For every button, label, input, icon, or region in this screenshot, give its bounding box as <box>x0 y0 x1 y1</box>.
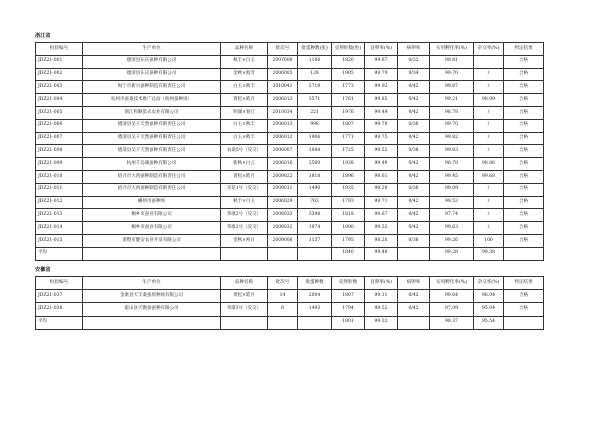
table-cell: 合格 <box>504 94 544 107</box>
table-cell: 98.78 <box>430 158 474 171</box>
table-cell: 3398 <box>298 209 332 222</box>
table-cell: 2010041 <box>268 81 298 94</box>
table-cell: 99.49 <box>365 158 398 171</box>
table-cell: 1840 <box>332 247 365 260</box>
table-cell: JDZ21-010 <box>36 170 83 183</box>
table-cell: 杭州市蚕桑技术推广总站（杭州蚕种场） <box>83 94 221 107</box>
table-cell: 99.78 <box>365 119 398 132</box>
table-cell: / <box>474 81 504 94</box>
table-cell: 德清县吴干天然蚕种有限责任公司 <box>83 145 221 158</box>
table-cell: 2004 <box>298 290 332 303</box>
table-cell: 1818 <box>298 170 332 183</box>
column-header: 病卵率 <box>398 43 430 56</box>
table-row <box>36 222 544 235</box>
column-header: 判定结果 <box>504 277 544 290</box>
table-cell: 菁松×皓月 <box>221 94 268 107</box>
column-header: 品种名称 <box>221 277 268 290</box>
table-cell: 99.92 <box>365 81 398 94</box>
table-cell: 德清县东庆蚕种有限公司 <box>83 68 221 81</box>
table-cell: 763 <box>298 196 332 209</box>
table-cell: 99.26 <box>430 234 474 247</box>
table-cell: 128 <box>298 68 332 81</box>
table-cell <box>298 316 332 329</box>
table-cell: 1794 <box>332 303 365 316</box>
table-cell: JDZ21-013 <box>36 209 83 222</box>
column-header: 克卵粒数(粒) <box>332 43 365 56</box>
table-cell: 合格 <box>504 209 544 222</box>
table-cell: 华康2号（反交） <box>221 209 268 222</box>
column-header: 实用孵化率(%) <box>430 277 474 290</box>
table-cell: 白玉×秋丰 <box>221 132 268 145</box>
table-row <box>36 290 544 303</box>
table-cell: 2008033 <box>268 209 298 222</box>
table-cell: 合格 <box>504 119 544 132</box>
table-cell: / <box>474 222 504 235</box>
table-cell <box>83 316 221 329</box>
column-header: 杂交率(%) <box>474 277 504 290</box>
column-header: 实用孵化率(%) <box>430 43 474 56</box>
table-cell: 99.61 <box>365 170 398 183</box>
table-cell: / <box>474 106 504 119</box>
anhui-inspection-table <box>35 276 544 330</box>
table-cell <box>221 247 268 260</box>
table-cell: 金秋×初日 <box>221 234 268 247</box>
table-cell: 0/36 <box>398 183 430 196</box>
table-cell: 德清县东庆蚕种有限公司 <box>83 55 221 68</box>
table-cell: 99.09 <box>430 183 474 196</box>
table-cell: 99.81 <box>430 55 474 68</box>
table-cell: / <box>474 196 504 209</box>
table-cell: 1795 <box>332 234 365 247</box>
table-row <box>36 234 544 247</box>
header-row <box>36 277 544 290</box>
table-cell: 99.28 <box>365 183 398 196</box>
table-cell: 1166 <box>298 55 332 68</box>
table-cell <box>398 247 430 260</box>
column-header: 批蛋种数(张) <box>298 43 332 56</box>
table-cell: 99.68 <box>474 170 504 183</box>
table-cell: 99.70 <box>430 119 474 132</box>
table-row <box>36 94 544 107</box>
table-cell: 合格 <box>504 303 544 316</box>
table-cell: / <box>474 119 504 132</box>
table-cell: 2009006 <box>268 234 298 247</box>
table-cell: 绍兴市大禹蚕种制造有限责任公司 <box>83 183 221 196</box>
table-cell: 99.70 <box>430 68 474 81</box>
table-cell: 2006005 <box>268 68 298 81</box>
table-cell <box>268 316 298 329</box>
table-cell: 德清县吴干天然蚕种有限责任公司 <box>83 119 221 132</box>
table-cell: 99.52 <box>365 145 398 158</box>
table-cell <box>474 55 504 68</box>
table-cell: 金秋×航芳 <box>221 68 268 81</box>
table-cell: 农桑5号（反交） <box>221 145 268 158</box>
table-cell: 合格 <box>504 68 544 81</box>
table-cell: 1818 <box>332 209 365 222</box>
table-cell: 99.64 <box>430 290 474 303</box>
table-cell: 0/42 <box>398 106 430 119</box>
table-cell: 1820 <box>332 55 365 68</box>
table-row <box>36 183 544 196</box>
table-cell: 白玉×秋丰 <box>221 81 268 94</box>
table-cell: 1771 <box>332 132 365 145</box>
table-cell: 合格 <box>504 81 544 94</box>
table-cell: 秋丰×白玉 <box>221 196 268 209</box>
table-cell: 杭州千岛湖蚕种有限公司 <box>83 158 221 171</box>
section-title-zhejiang: 浙江省 <box>35 33 51 39</box>
table-cell <box>298 247 332 260</box>
table-cell: 2006007 <box>268 145 298 158</box>
table-cell: 1938 <box>332 158 365 171</box>
table-cell: 99.21 <box>430 94 474 107</box>
table-cell: 1490 <box>298 183 332 196</box>
zhejiang-inspection-table <box>35 42 544 261</box>
table-row <box>36 68 544 81</box>
table-cell: JDZ21-005 <box>36 106 83 119</box>
table-cell: 合格 <box>504 290 544 303</box>
table-cell: JDZ21-037 <box>36 290 83 303</box>
column-header: 检验编号 <box>36 43 83 56</box>
average-row <box>36 247 544 260</box>
table-row <box>36 55 544 68</box>
table-cell: 0/36 <box>398 119 430 132</box>
table-cell: 99.53 <box>430 196 474 209</box>
table-cell: 霍山县天衡蚕蚕种有限公司 <box>83 303 221 316</box>
table-cell: 98.99 <box>474 94 504 107</box>
table-cell: 0/42 <box>398 158 430 171</box>
table-cell: 0/42 <box>398 290 430 303</box>
table-cell: 1761 <box>332 94 365 107</box>
table-cell: 1793 <box>332 196 365 209</box>
table-cell: / <box>474 68 504 81</box>
table-cell: 99.32 <box>365 316 398 329</box>
table-cell: 3571 <box>298 94 332 107</box>
table-row <box>36 119 544 132</box>
table-cell: 99.87 <box>365 55 398 68</box>
column-header: 克卵粒数 <box>332 277 365 290</box>
table-cell <box>268 247 298 260</box>
table-cell: 2006016 <box>268 158 298 171</box>
table-cell: 99.28 <box>430 247 474 260</box>
table-cell: 99.75 <box>365 132 398 145</box>
table-cell: 1974 <box>298 222 332 235</box>
header-row <box>36 43 544 56</box>
table-cell: 1935 <box>332 183 365 196</box>
table-cell: 98.37 <box>430 316 474 329</box>
table-row <box>36 106 544 119</box>
table-cell: 99.63 <box>430 222 474 235</box>
table-cell: 0/42 <box>398 81 430 94</box>
table-row <box>36 158 544 171</box>
table-cell: 0/42 <box>398 170 430 183</box>
table-cell: 98.86 <box>474 158 504 171</box>
table-cell: 诸暨市健安农业开发有限公司 <box>83 234 221 247</box>
table-cell: 平均 <box>36 316 83 329</box>
table-cell: 14 <box>268 290 298 303</box>
table-cell: 1807 <box>332 290 365 303</box>
table-cell: / <box>474 209 504 222</box>
table-cell: 0/42 <box>398 132 430 145</box>
table-cell: 白玉×秋丰 <box>221 119 268 132</box>
table-cell <box>504 316 544 329</box>
table-cell: 2009011 <box>268 183 298 196</box>
table-cell: JDZ21-003 <box>36 81 83 94</box>
table-cell: 秋丰×白玉 <box>221 55 268 68</box>
table-cell: 2009022 <box>268 170 298 183</box>
table-cell: JDZ21-014 <box>36 222 83 235</box>
table-cell: 0/42 <box>398 196 430 209</box>
table-cell: JDZ21-011 <box>36 183 83 196</box>
table-cell: 嵊州市蚕种场 <box>83 196 221 209</box>
table-cell: JDZ21-012 <box>36 196 83 209</box>
section-title-anhui: 安徽省 <box>35 267 51 273</box>
table-cell: 合格 <box>504 234 544 247</box>
table-cell: 合格 <box>504 106 544 119</box>
table-cell: 海宁市新兴蚕种制造有限责任公司 <box>83 81 221 94</box>
table-cell: / <box>474 145 504 158</box>
average-row <box>36 316 544 329</box>
table-cell: JDZ21-038 <box>36 303 83 316</box>
table-cell: 0/42 <box>398 303 430 316</box>
column-header: 批蛋种数 <box>298 277 332 290</box>
table-cell: 平均 <box>36 247 83 260</box>
table-cell: 新秋×白云 <box>221 158 268 171</box>
column-header: 病卵率 <box>398 277 430 290</box>
table-cell: 华康3号（反交） <box>221 303 268 316</box>
table-cell: 华康2号（反交） <box>221 222 268 235</box>
table-cell: 1905 <box>332 68 365 81</box>
table-row <box>36 303 544 316</box>
table-cell: 99.83 <box>430 145 474 158</box>
table-cell: 0/38 <box>398 145 430 158</box>
column-header: 判定结果 <box>504 43 544 56</box>
table-cell <box>221 316 268 329</box>
table-cell: 1773 <box>332 81 365 94</box>
table-cell: 1906 <box>298 132 332 145</box>
table-cell: 合格 <box>504 196 544 209</box>
table-cell: 1976 <box>332 106 365 119</box>
table-cell: 1493 <box>298 303 332 316</box>
table-row <box>36 145 544 158</box>
table-row <box>36 132 544 145</box>
table-cell: 99.85 <box>365 94 398 107</box>
table-cell: 97.74 <box>430 209 474 222</box>
column-header: 生产单位 <box>83 43 221 56</box>
table-cell: 2500 <box>298 158 332 171</box>
table-cell: 99.11 <box>365 290 398 303</box>
table-cell: 1807 <box>332 119 365 132</box>
table-cell: 2010034 <box>268 106 298 119</box>
table-cell: 0/38 <box>398 234 430 247</box>
column-header: 批次号 <box>268 277 298 290</box>
table-cell: 100 <box>474 234 504 247</box>
table-cell: 0/42 <box>398 94 430 107</box>
table-cell: 金寨县天丰桑蚕原种场有限公司 <box>83 290 221 303</box>
table-cell: JDZ21-015 <box>36 234 83 247</box>
table-cell: JDZ21-007 <box>36 132 83 145</box>
table-cell: 98.78 <box>430 106 474 119</box>
table-cell: 96.04 <box>474 290 504 303</box>
table-cell: 99.49 <box>365 106 398 119</box>
table-cell <box>398 316 430 329</box>
column-header: 生产单位 <box>83 277 221 290</box>
table-cell: 99.82 <box>430 132 474 145</box>
table-cell: 1084 <box>298 145 332 158</box>
table-cell: 合格 <box>504 55 544 68</box>
table-cell: 合格 <box>504 132 544 145</box>
table-cell: 99.45 <box>430 170 474 183</box>
table-cell: 明湖×春江 <box>221 106 268 119</box>
table-cell: 95.04 <box>474 303 504 316</box>
table-cell: 2006013 <box>268 119 298 132</box>
table-cell: 99.38 <box>474 247 504 260</box>
table-cell: 99.87 <box>430 81 474 94</box>
table-cell: 禾花1号（反交） <box>221 183 268 196</box>
table-cell: 合格 <box>504 183 544 196</box>
table-cell: 2006012 <box>268 94 298 107</box>
column-header: 批次号 <box>268 43 298 56</box>
table-cell: 99.71 <box>365 196 398 209</box>
table-cell: 2719 <box>298 81 332 94</box>
table-cell: 合格 <box>504 170 544 183</box>
table-cell: 合格 <box>504 145 544 158</box>
table-cell: JDZ21-004 <box>36 94 83 107</box>
table-cell: 1801 <box>332 316 365 329</box>
column-header: 良卵率(%) <box>365 277 398 290</box>
table-row <box>36 81 544 94</box>
table-cell: 菁松×皓月 <box>221 290 268 303</box>
table-row <box>36 209 544 222</box>
table-cell: 95.54 <box>474 316 504 329</box>
table-cell: 1896 <box>332 170 365 183</box>
table-cell: 合格 <box>504 222 544 235</box>
table-cell: 浙江和顺茧式农业有限公司 <box>83 106 221 119</box>
column-header: 品种名称 <box>221 43 268 56</box>
column-header: 杂交率(%) <box>474 43 504 56</box>
table-cell: 2007008 <box>268 55 298 68</box>
table-cell: 0/34 <box>398 68 430 81</box>
table-cell: 99.52 <box>365 222 398 235</box>
table-cell: 合格 <box>504 158 544 171</box>
table-row <box>36 170 544 183</box>
table-cell: 1157 <box>298 234 332 247</box>
table-cell: JDZ21-006 <box>36 119 83 132</box>
table-cell: 98.20 <box>365 234 398 247</box>
table-cell: JDZ21-002 <box>36 68 83 81</box>
table-cell: 0/42 <box>398 222 430 235</box>
table-cell <box>504 247 544 260</box>
column-header: 检验编号 <box>36 277 83 290</box>
table-cell: 0/42 <box>398 209 430 222</box>
table-cell: 2006029 <box>268 196 298 209</box>
table-cell: 99.67 <box>365 209 398 222</box>
table-cell: 99.52 <box>365 303 398 316</box>
table-cell: 99.79 <box>365 68 398 81</box>
table-cell: 德清县吴干天然蚕种有限责任公司 <box>83 132 221 145</box>
table-cell: JDZ21-009 <box>36 158 83 171</box>
table-cell: / <box>474 132 504 145</box>
table-cell: / <box>474 183 504 196</box>
table-cell: 2006012 <box>268 132 298 145</box>
table-cell: 菁松×皓月 <box>221 170 268 183</box>
table-cell: JDZ21-008 <box>36 145 83 158</box>
table-cell: 99.48 <box>365 247 398 260</box>
table-cell: JDZ21-001 <box>36 55 83 68</box>
table-cell: 998 <box>298 119 332 132</box>
table-cell: 桐乡市蚕业有限公司 <box>83 209 221 222</box>
table-cell: 1725 <box>332 145 365 158</box>
table-cell: 2008032 <box>268 222 298 235</box>
table-cell: 1890 <box>332 222 365 235</box>
table-cell <box>83 247 221 260</box>
table-cell: 6 <box>268 303 298 316</box>
table-cell: 0/32 <box>398 55 430 68</box>
table-cell: 97.09 <box>430 303 474 316</box>
table-cell: 绍兴市大禹蚕种制造有限责任公司 <box>83 170 221 183</box>
column-header: 良卵率(%) <box>365 43 398 56</box>
table-row <box>36 196 544 209</box>
table-cell: 221 <box>298 106 332 119</box>
table-cell: 桐乡市蚕业有限公司 <box>83 222 221 235</box>
